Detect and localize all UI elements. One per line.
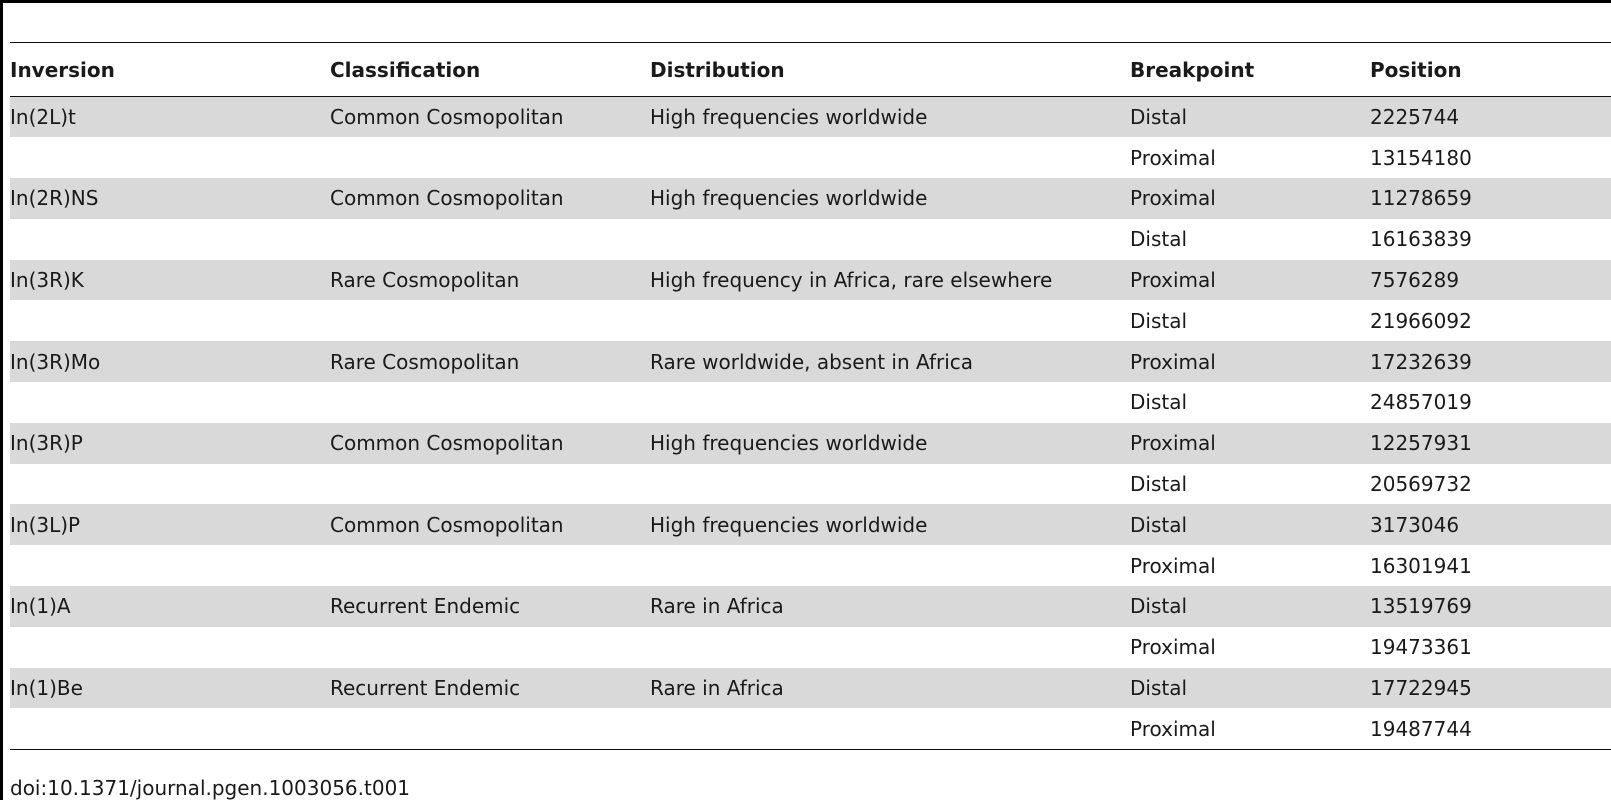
cell-position: 16301941: [1370, 553, 1472, 578]
cell-breakpoint: Proximal: [1130, 145, 1216, 170]
cell-classification: Common Cosmopolitan: [330, 431, 564, 456]
header-position: Position: [1370, 57, 1462, 82]
cell-breakpoint: Distal: [1130, 227, 1188, 252]
cell-distribution: Rare in Africa: [650, 676, 784, 701]
cell-classification: [330, 708, 650, 749]
table-row: [10, 708, 1611, 749]
cell-position: 12257931: [1370, 431, 1472, 456]
header-distribution: Distribution: [650, 57, 785, 82]
cell-distribution: [650, 382, 1130, 423]
header-inversion: Inversion: [10, 57, 115, 82]
cell-distribution: [650, 627, 1130, 668]
cell-breakpoint: Proximal: [1130, 431, 1216, 456]
cell-position: 20569732: [1370, 472, 1472, 497]
table-row: [10, 464, 1611, 505]
cell-distribution: Rare worldwide, absent in Africa: [650, 349, 974, 374]
table-row: [10, 219, 1611, 260]
table-row: [10, 668, 1611, 709]
cell-breakpoint: Proximal: [1130, 635, 1216, 660]
cell-position: 2225744: [1370, 105, 1460, 130]
cell-position: 17232639: [1370, 349, 1472, 374]
cell-breakpoint: Distal: [1130, 105, 1188, 130]
cell-breakpoint: Distal: [1130, 308, 1188, 333]
cell-inversion: [10, 219, 330, 260]
cell-inversion: In(2R)NS: [10, 186, 99, 211]
cell-position: 7576289: [1370, 268, 1460, 293]
cell-distribution: [650, 219, 1130, 260]
cell-distribution: High frequencies worldwide: [650, 186, 928, 211]
cell-breakpoint: Distal: [1130, 472, 1188, 497]
cell-inversion: In(2L)t: [10, 105, 76, 130]
table-row: [10, 178, 1611, 219]
cell-inversion: In(3R)P: [10, 431, 83, 456]
table-container: [10, 42, 1611, 750]
doi-link[interactable]: doi:10.1371/journal.pgen.1003056.t001: [10, 776, 411, 800]
cell-classification: [330, 464, 650, 505]
header-classification: Classification: [330, 57, 481, 82]
table-row: [10, 586, 1611, 627]
cell-classification: [330, 545, 650, 586]
cell-inversion: In(3R)K: [10, 268, 84, 293]
cell-breakpoint: Proximal: [1130, 716, 1216, 741]
table-row: [10, 260, 1611, 301]
header-row: [10, 43, 1611, 97]
cell-distribution: High frequency in Africa, rare elsewhere: [650, 268, 1053, 293]
cell-breakpoint: Proximal: [1130, 186, 1216, 211]
cell-breakpoint: Proximal: [1130, 349, 1216, 374]
cell-classification: Common Cosmopolitan: [330, 512, 564, 537]
cell-distribution: High frequencies worldwide: [650, 512, 928, 537]
top-border: [0, 0, 1611, 3]
cell-classification: Rare Cosmopolitan: [330, 268, 520, 293]
cell-distribution: High frequencies worldwide: [650, 431, 928, 456]
cell-classification: Recurrent Endemic: [330, 594, 521, 619]
cell-distribution: [650, 300, 1130, 341]
table-row: [10, 423, 1611, 464]
cell-distribution: [650, 137, 1130, 178]
cell-position: 17722945: [1370, 676, 1472, 701]
cell-inversion: [10, 382, 330, 423]
cell-position: 19487744: [1370, 716, 1472, 741]
cell-position: 11278659: [1370, 186, 1472, 211]
cell-distribution: [650, 464, 1130, 505]
cell-distribution: [650, 545, 1130, 586]
cell-position: 3173046: [1370, 512, 1460, 537]
cell-classification: [330, 300, 650, 341]
cell-breakpoint: Proximal: [1130, 553, 1216, 578]
cell-inversion: [10, 708, 330, 749]
table-row: [10, 97, 1611, 138]
cell-breakpoint: Distal: [1130, 512, 1188, 537]
table-row: [10, 382, 1611, 423]
cell-distribution: [650, 708, 1130, 749]
cell-position: 21966092: [1370, 308, 1472, 333]
cell-inversion: [10, 137, 330, 178]
table-row: [10, 300, 1611, 341]
cell-position: 13154180: [1370, 145, 1472, 170]
cell-position: 13519769: [1370, 594, 1472, 619]
cell-inversion: [10, 464, 330, 505]
cell-breakpoint: Distal: [1130, 594, 1188, 619]
cell-inversion: [10, 545, 330, 586]
cell-position: 19473361: [1370, 635, 1472, 660]
cell-classification: Common Cosmopolitan: [330, 186, 564, 211]
inversion-table: [10, 42, 1611, 750]
cell-breakpoint: Distal: [1130, 390, 1188, 415]
cell-classification: Common Cosmopolitan: [330, 105, 564, 130]
table-row: [10, 341, 1611, 382]
table-row: [10, 627, 1611, 668]
cell-position: 24857019: [1370, 390, 1472, 415]
cell-inversion: In(1)Be: [10, 676, 83, 701]
cell-distribution: High frequencies worldwide: [650, 105, 928, 130]
cell-classification: [330, 382, 650, 423]
header-breakpoint: Breakpoint: [1130, 57, 1255, 82]
cell-inversion: [10, 300, 330, 341]
cell-classification: [330, 219, 650, 260]
table-header: [10, 43, 1611, 97]
cell-position: 16163839: [1370, 227, 1472, 252]
cell-classification: Recurrent Endemic: [330, 676, 521, 701]
table-row: [10, 545, 1611, 586]
cell-inversion: In(1)A: [10, 594, 71, 619]
cell-inversion: In(3R)Mo: [10, 349, 101, 374]
table-row: [10, 137, 1611, 178]
left-border: [0, 0, 3, 800]
cell-classification: Rare Cosmopolitan: [330, 349, 520, 374]
cell-inversion: [10, 627, 330, 668]
table-row: [10, 504, 1611, 545]
cell-breakpoint: Distal: [1130, 676, 1188, 701]
cell-classification: [330, 627, 650, 668]
cell-breakpoint: Proximal: [1130, 268, 1216, 293]
cell-classification: [330, 137, 650, 178]
table-body: [10, 97, 1611, 750]
cell-inversion: In(3L)P: [10, 512, 81, 537]
cell-distribution: Rare in Africa: [650, 594, 784, 619]
